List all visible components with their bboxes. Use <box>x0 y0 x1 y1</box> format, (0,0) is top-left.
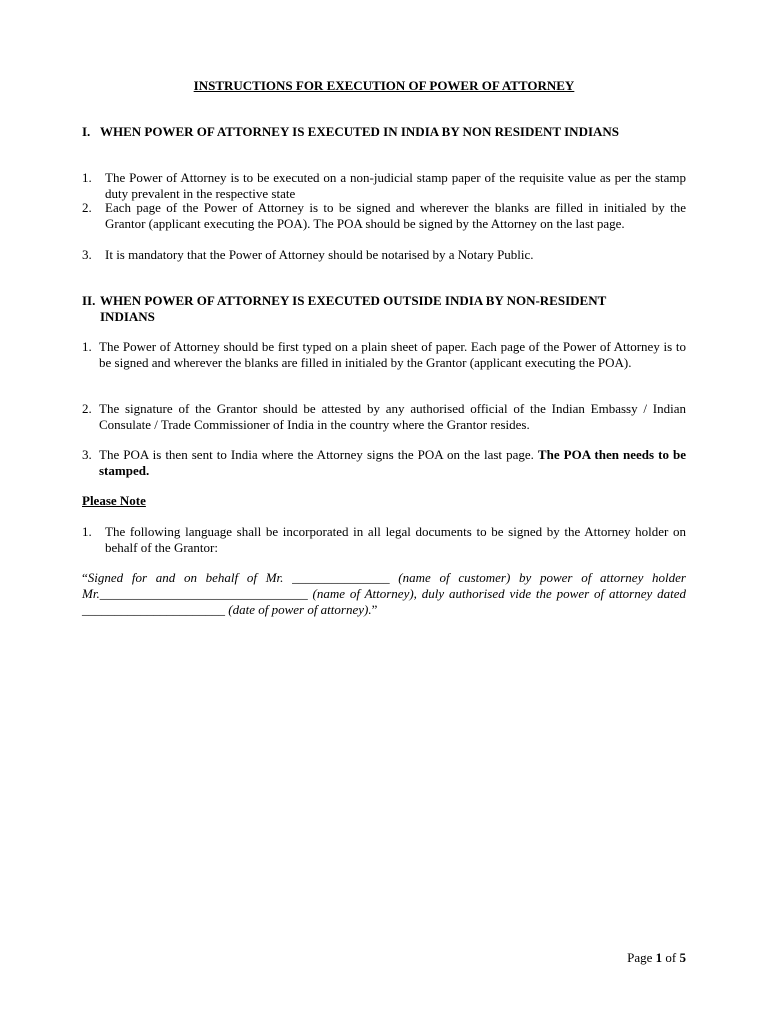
list-item <box>82 200 686 232</box>
list-item-text: The following language shall be incorporated in all legal documents to be signed by the Attorney holder on behalf of the Grantor: <box>105 524 686 555</box>
section-2-title-continued: INDIANS <box>100 309 155 324</box>
page-number <box>627 950 686 966</box>
section-2-heading <box>82 293 686 325</box>
section-1-heading <box>82 124 686 140</box>
list-item-text: It is mandatory that the Power of Attorney should be notarised by a Notary Public. <box>105 247 534 262</box>
list-item-number: 1. <box>82 170 92 185</box>
list-item <box>82 447 686 479</box>
quote-open-mark: “ <box>82 570 88 585</box>
list-item-text: The signature of the Grantor should be attested by any authorised official of the Indian Embassy / Indian Consulate / Trade Commissioner of India in the country where the Grantor resides. <box>99 401 686 432</box>
list-item-number: 2. <box>82 401 92 416</box>
quote-close-mark: ” <box>371 602 378 617</box>
list-item-number: 3. <box>82 247 92 262</box>
signature-clause <box>82 570 686 618</box>
section-2-title: WHEN POWER OF ATTORNEY IS EXECUTED OUTSIDE INDIA BY NON-RESIDENT <box>100 293 607 308</box>
section-1-title: WHEN POWER OF ATTORNEY IS EXECUTED IN INDIA BY NON RESIDENT INDIANS <box>100 124 620 139</box>
list-item-number: 3. <box>82 447 92 462</box>
list-item <box>82 524 686 556</box>
total-pages: 5 <box>679 950 686 965</box>
of-label: of <box>665 950 677 965</box>
current-page: 1 <box>655 950 663 965</box>
list-item-number: 1. <box>82 524 92 539</box>
document-title: INSTRUCTIONS FOR EXECUTION OF POWER OF ATTORNEY <box>193 78 575 93</box>
page-label: Page <box>627 950 653 965</box>
list-item-text: Each page of the Power of Attorney is to be signed and wherever the blanks are filled in initialed by the Grantor (applicant executing the POA). The POA should be signed by the Attorney on the last page. <box>105 200 686 231</box>
list-item-number: 2. <box>82 200 92 215</box>
list-item-number: 1. <box>82 339 92 354</box>
list-item <box>82 170 686 202</box>
list-item <box>82 401 686 433</box>
section-2-number: II. <box>82 293 96 308</box>
list-item-text <box>99 447 686 479</box>
section-1-number: I. <box>82 124 91 139</box>
list-item-text-bold: The POA then needs to be stamped. <box>99 447 687 478</box>
list-item-text-regular: The POA is then sent to India where the Attorney signs the POA on the last page. <box>99 447 534 462</box>
list-item-text: The Power of Attorney should be first typed on a plain sheet of paper. Each page of the Power of Attorney is to be signed and wherever the blanks are filled in initialed by the Grantor (applicant executing the POA). <box>99 339 686 370</box>
list-item-text: The Power of Attorney is to be executed on a non-judicial stamp paper of the requisite value as per the stamp duty prevalent in the respective state <box>105 170 686 201</box>
note-heading: Please Note <box>82 493 146 508</box>
list-item <box>82 247 686 263</box>
signature-clause-text: Signed for and on behalf of Mr. _______________ (name of customer) by power of attorney holder Mr.________________________________ (name of Attorney), duly authorised vide the power of attorney dated ______________________ (date of power of attorney). <box>82 570 686 617</box>
list-item <box>82 339 686 371</box>
